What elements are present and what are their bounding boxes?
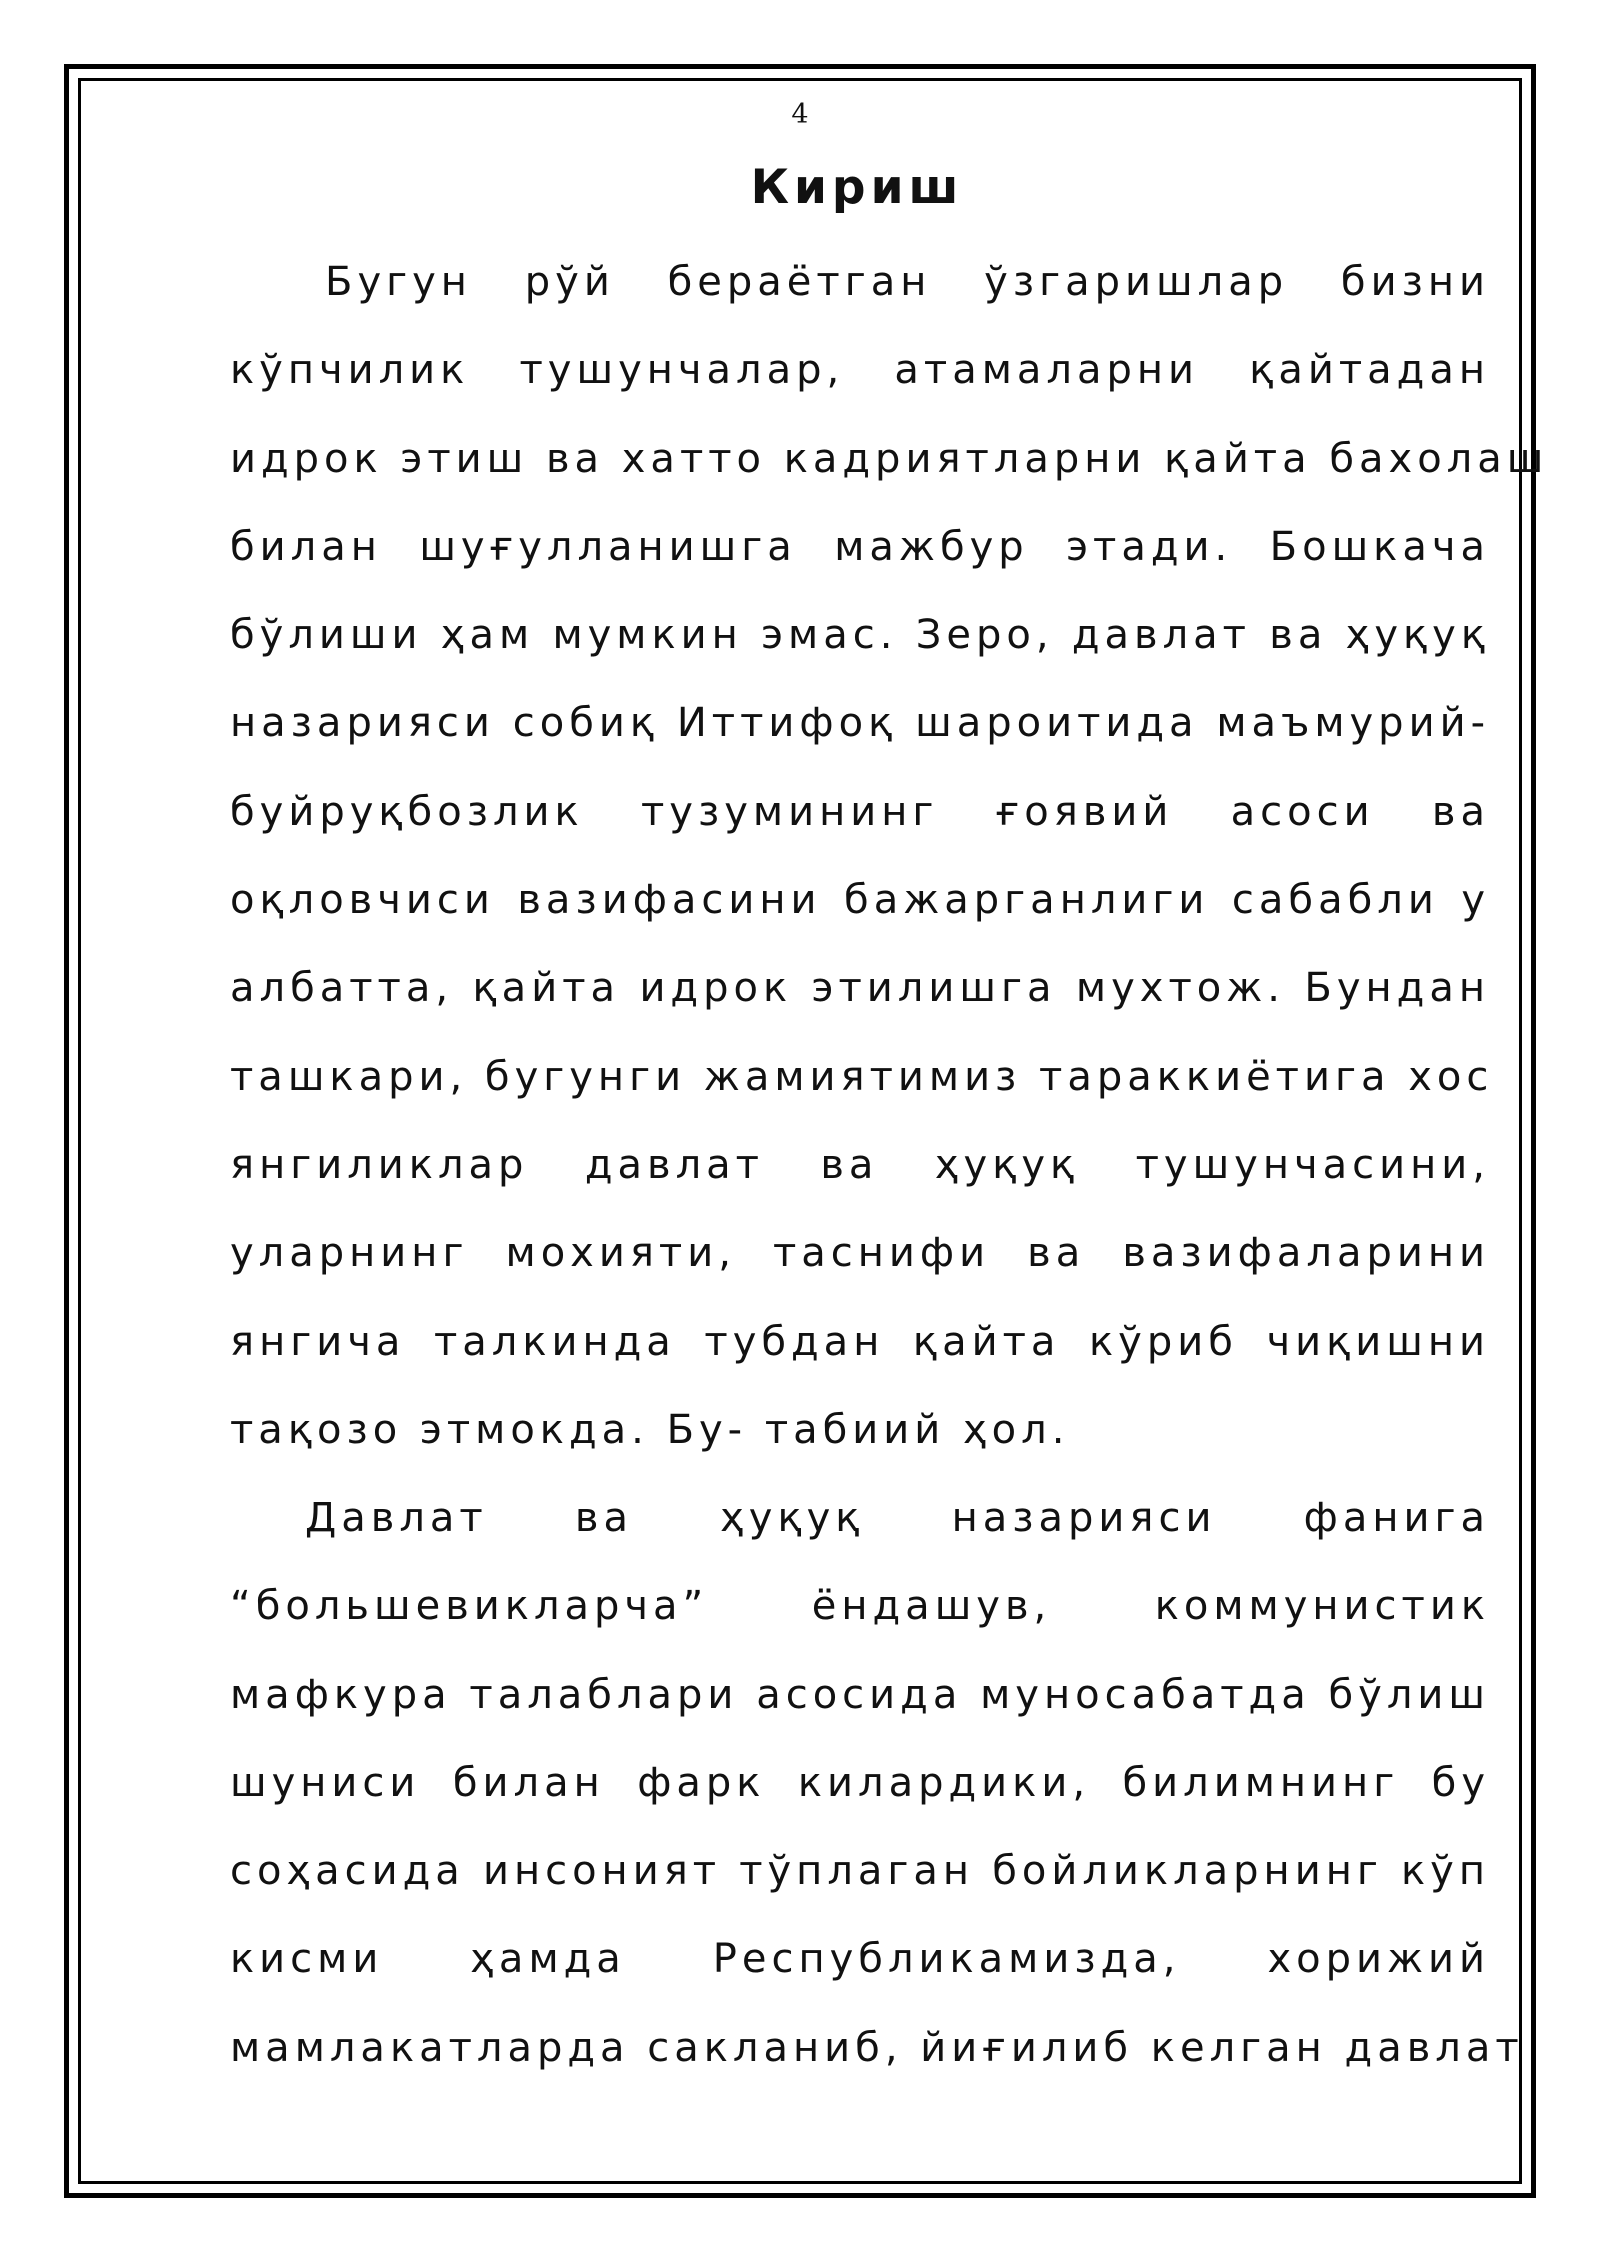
text-line: идрок этиш ва хатто кадриятларни қайта бахолаш [230, 435, 1549, 482]
text-line: шуниси билан фарк килардики, билимнинг бу [230, 1759, 1490, 1806]
text-line: “большевикларча” ёндашув, коммунистик [230, 1583, 1490, 1630]
text-line: янгиликлар давлат ва ҳуқуқ тушунчасини, [230, 1141, 1490, 1188]
text-line: назарияси собиқ Иттифоқ шароитида маъмурий- [230, 700, 1490, 747]
text-line: соҳасида инсоният тўплаган бойликларнинг кўп [230, 1848, 1490, 1895]
page-number: 4 [791, 99, 809, 130]
text-line: Бугун рўй бераётган ўзгаришлар бизни [325, 259, 1490, 305]
text-line: мамлакатларда сакланиб, йиғилиб келган давлат [230, 2024, 1524, 2071]
text-line: ташкари, бугунги жамиятимиз тараккиётига хос [230, 1053, 1494, 1100]
text-line: мафкура талаблари асосида муносабатда бўлиш [230, 1671, 1490, 1718]
paragraph-2 [230, 1474, 1524, 2092]
text-line: Давлат ва ҳуқуқ назарияси фанига [305, 1495, 1490, 1541]
paragraph-1 [230, 238, 1549, 1474]
text-line: албатта, қайта идрок этилишга мухтож. Бундан [230, 965, 1490, 1012]
text-line: бўлиши ҳам мумкин эмас. Зеро, давлат ва ҳуқуқ [230, 612, 1490, 659]
text-line: кўпчилик тушунчалар, атамаларни қайтадан [230, 347, 1490, 394]
page-title: Кириш [750, 160, 964, 215]
text-line: уларнинг мохияти, таснифи ва вазифаларини [230, 1230, 1490, 1277]
text-line: оқловчиси вазифасини бажарганлиги сабабли у [230, 877, 1490, 924]
text-line: билан шуғулланишга мажбур этади. Бошкача [230, 523, 1490, 570]
text-line: тақозо этмокда. Бу- табиий ҳол. [230, 1406, 1070, 1453]
text-line: янгича талкинда тубдан қайта кўриб чиқишни [230, 1318, 1490, 1365]
text-line: буйруқбозлик тузумининг ғоявий асоси ва [230, 788, 1490, 835]
text-line: кисми ҳамда Республикамизда, хорижий [230, 1936, 1490, 1983]
